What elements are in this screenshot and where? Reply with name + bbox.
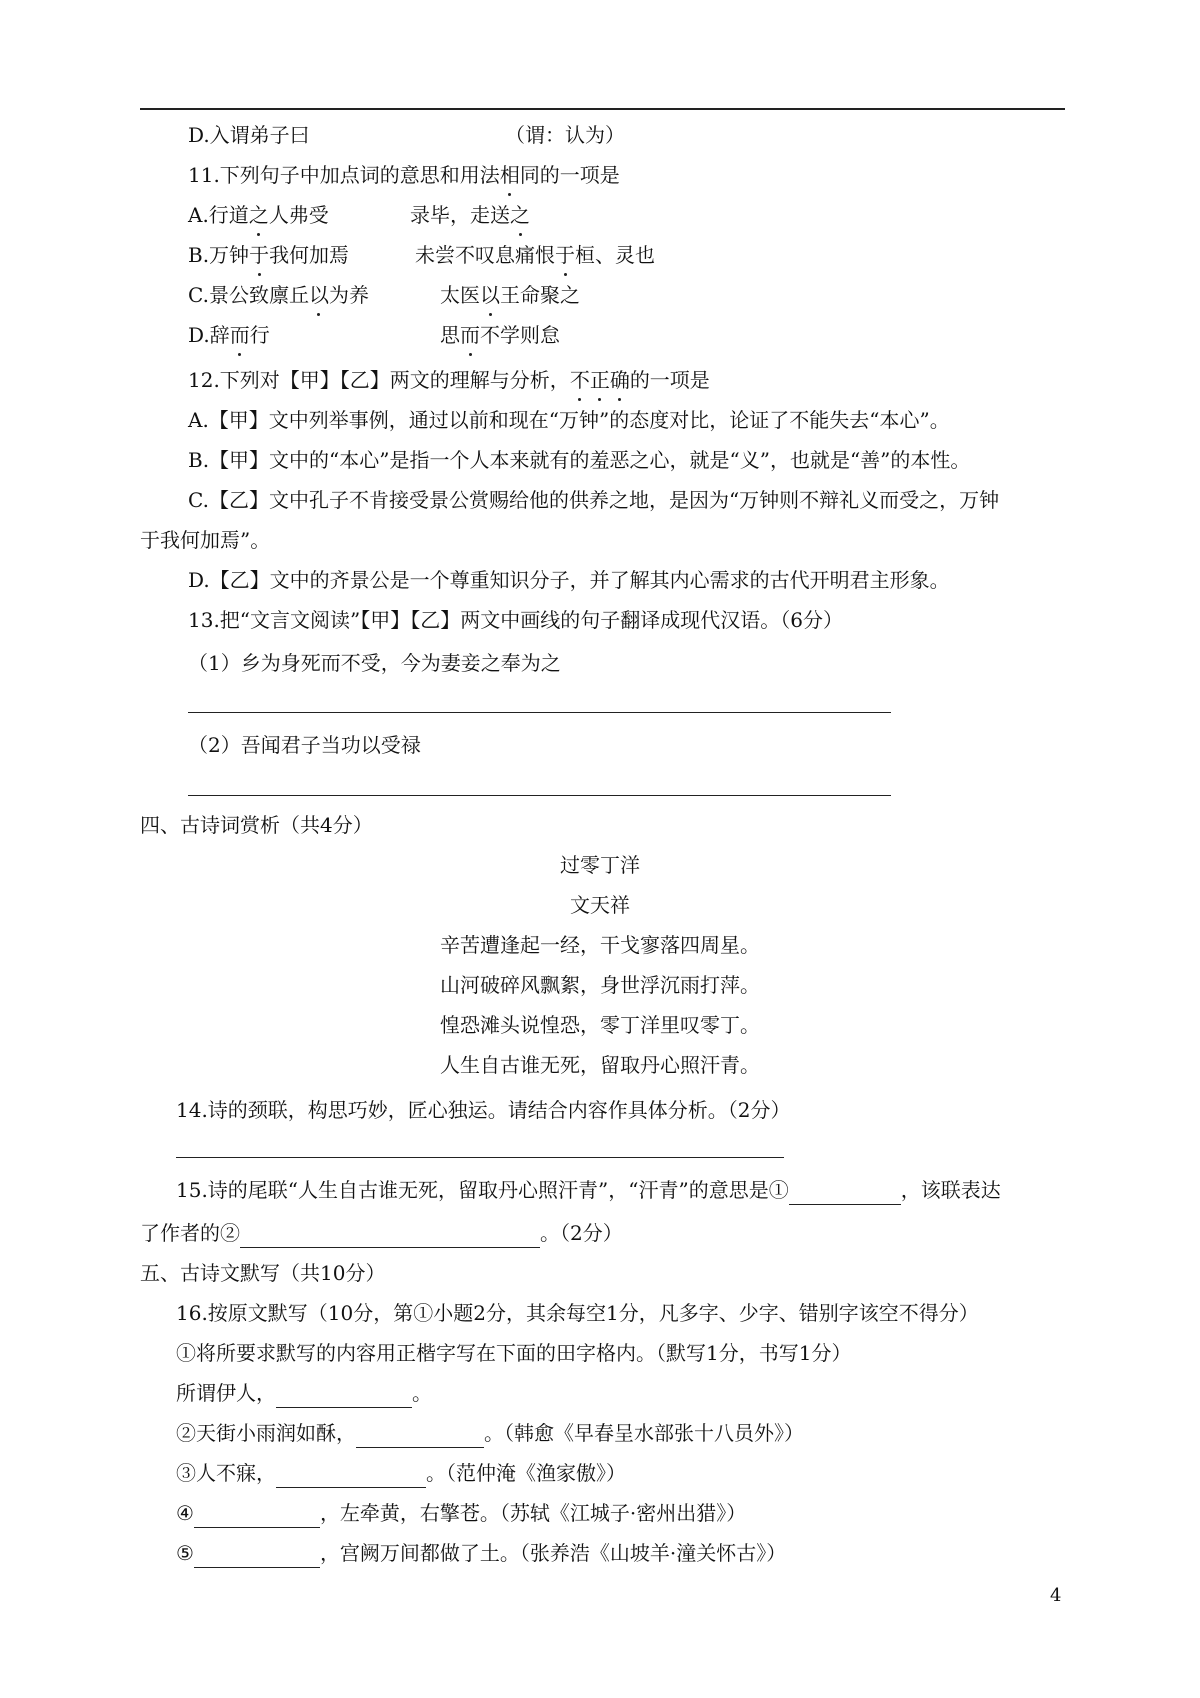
- text-run: 太医: [440, 283, 480, 307]
- line-q11a-right: [410, 200, 530, 230]
- text-run: 录毕，走送: [410, 203, 510, 227]
- text-run: 了作者的②: [140, 1221, 240, 1245]
- text-run: A.行道: [188, 203, 249, 227]
- poem-verse: 山河破碎风飘絮，身世浮沉雨打萍。: [440, 973, 760, 997]
- text-run: ③人不寐，: [176, 1461, 276, 1485]
- answer-line-14[interactable]: [176, 1157, 784, 1158]
- line-q11c-right: [440, 280, 580, 310]
- line-q12b: [188, 445, 970, 475]
- line-q15a: [176, 1175, 1001, 1205]
- line-q10d-right: （谓：认为）: [505, 123, 625, 147]
- dotted-char: 而: [230, 320, 250, 350]
- poem-author: 文天祥: [570, 893, 630, 917]
- dotted-char: 不: [570, 365, 590, 395]
- line-q16_3: [176, 1458, 626, 1488]
- line-q12d: [188, 565, 950, 595]
- line-q11d: [188, 320, 270, 350]
- text-run: ，左牵黄，右擎苍。（苏轼《江城子·密州出猎》）: [319, 1501, 747, 1525]
- dotted-char: 于: [249, 240, 269, 270]
- line-sec4: [140, 810, 373, 840]
- text-run: 桓、灵也: [575, 243, 655, 267]
- poem-verse: 惶恐滩头说惶恐，零丁洋里叹零丁。: [440, 1013, 760, 1037]
- text-run: 不学则怠: [480, 323, 560, 347]
- line-q16_5: [176, 1538, 786, 1568]
- line-q14: [176, 1095, 791, 1125]
- text-run: 12.下列对【甲】【乙】两文的理解与分析，: [188, 368, 570, 392]
- text-run: D.辞: [188, 323, 230, 347]
- dotted-char: 之: [510, 200, 530, 230]
- text-run: 16.按原文默写（10分，第①小题2分，其余每空1分，凡多字、少字、错别字该空不得分）: [176, 1301, 979, 1325]
- text-run: 所谓伊人，: [176, 1381, 276, 1405]
- text-run: C.景公致廪丘: [188, 283, 309, 307]
- line-q11b-right: [415, 240, 655, 270]
- line-q12: [188, 365, 710, 395]
- dotted-char: 之: [249, 200, 269, 230]
- text-run: 我何加焉: [269, 243, 350, 267]
- text-run: 王命聚之: [500, 283, 580, 307]
- page-number: 4: [1050, 1585, 1062, 1606]
- line-q16_1b: [176, 1378, 432, 1408]
- fill-blank[interactable]: [356, 1425, 484, 1448]
- poem-verse: 人生自古谁无死，留取丹心照汗青。: [440, 1053, 760, 1077]
- line-q16_2: [176, 1418, 804, 1448]
- text-run: 15.诗的尾联“人生自古谁无死，留取丹心照汗青”，“汗青”的意思是①: [176, 1178, 789, 1202]
- text-run: 未尝不叹息痛恨: [415, 243, 555, 267]
- line-q12c1: [188, 485, 999, 515]
- line-sec5: [140, 1258, 385, 1288]
- line-q13_2: [188, 730, 421, 760]
- line-q13_1: [188, 648, 561, 678]
- dotted-char: 而: [460, 320, 480, 350]
- poem-title: 过零丁洋: [560, 853, 640, 877]
- text-run: 行: [249, 323, 270, 347]
- dotted-char: 相: [500, 160, 520, 190]
- fill-blank[interactable]: [194, 1545, 320, 1568]
- text-run: ④: [176, 1501, 194, 1525]
- line-q11d-right: [440, 320, 560, 350]
- line-q12a: [188, 405, 950, 435]
- answer-line-13-2[interactable]: [188, 795, 891, 796]
- line-q11b: [188, 240, 349, 270]
- fill-blank[interactable]: [194, 1505, 320, 1528]
- text-run: 11.下列句子中加点词的意思和用法: [188, 163, 500, 187]
- text-run: D.入谓弟子曰: [188, 123, 310, 147]
- fill-blank[interactable]: [240, 1225, 540, 1248]
- text-run: ①将所要求默写的内容用正楷字写在下面的田字格内。（默写1分，书写1分）: [176, 1341, 852, 1365]
- poem-verse: 辛苦遭逢起一经，干戈寥落四周星。: [440, 933, 760, 957]
- dotted-char: 确: [610, 365, 630, 395]
- text-run: 四、古诗词赏析（共4分）: [140, 813, 373, 837]
- text-run: 思: [440, 323, 460, 347]
- line-q11c: [188, 280, 369, 310]
- text-run: 的一项是: [629, 368, 710, 392]
- text-run: D.【乙】文中的齐景公是一个尊重知识分子，并了解其内心需求的古代开明君主形象。: [188, 568, 950, 592]
- line-q16_1: [176, 1338, 851, 1368]
- text-run: 。（韩愈《早春呈水部张十八员外》）: [484, 1421, 804, 1445]
- line-q12c2: [140, 525, 270, 555]
- text-run: C.【乙】文中孔子不肯接受景公赏赐给他的供养之地，是因为“万钟则不辩礼义而受之，万钟: [188, 488, 1000, 512]
- text-run: （2）吾闻君子当功以受禄: [188, 733, 421, 757]
- dotted-char: 以: [480, 280, 500, 310]
- text-run: （1）乡为身死而不受，今为妻妾之奉为之: [188, 651, 561, 675]
- dotted-char: 正: [590, 365, 610, 395]
- text-run: 五、古诗文默写（共10分）: [140, 1261, 386, 1285]
- line-q16: [176, 1298, 979, 1328]
- header-rule: [140, 108, 1065, 110]
- line-q11a: [188, 200, 329, 230]
- fill-blank[interactable]: [789, 1182, 901, 1205]
- text-run: 14.诗的颈联，构思巧妙，匠心独运。请结合内容作具体分析。（2分）: [176, 1098, 791, 1122]
- text-run: A.【甲】文中列举事例，通过以前和现在“万钟”的态度对比，论证了不能失去“本心”。: [188, 408, 950, 432]
- text-run: 13.把“文言文阅读”【甲】【乙】两文中画线的句子翻译成现代汉语。（6分）: [188, 608, 843, 632]
- text-run: 同的一项是: [519, 163, 620, 187]
- line-q16_4: [176, 1498, 746, 1528]
- text-run: ⑤: [176, 1541, 194, 1565]
- text-run: 。（2分）: [540, 1221, 623, 1245]
- line-q13: [188, 605, 843, 635]
- text-run: B.【甲】文中的“本心”是指一个人本来就有的羞恶之心，就是“义”，也就是“善”的本性。: [188, 448, 971, 472]
- dotted-char: 以: [309, 280, 329, 310]
- line-q11: [188, 160, 620, 190]
- text-run: B.万钟: [188, 243, 250, 267]
- text-run: 为养: [328, 283, 369, 307]
- text-run: 于我何加焉”。: [140, 528, 271, 552]
- text-run: 。（范仲淹《渔家傲》）: [426, 1461, 626, 1485]
- text-run: ，宫阙万间都做了土。（张养浩《山坡羊·潼关怀古》）: [319, 1541, 787, 1565]
- text-run: ，该联表达: [900, 1178, 1001, 1202]
- answer-line-13-1[interactable]: [188, 712, 891, 713]
- fill-blank[interactable]: [276, 1465, 426, 1488]
- dotted-char: 于: [555, 240, 575, 270]
- text-run: ②天街小雨润如酥，: [176, 1421, 356, 1445]
- line-q10d: [188, 120, 310, 150]
- line-q15b: [140, 1218, 623, 1248]
- text-run: 人弗受: [268, 203, 329, 227]
- fill-blank[interactable]: [276, 1385, 412, 1408]
- text-run: 。: [412, 1381, 432, 1405]
